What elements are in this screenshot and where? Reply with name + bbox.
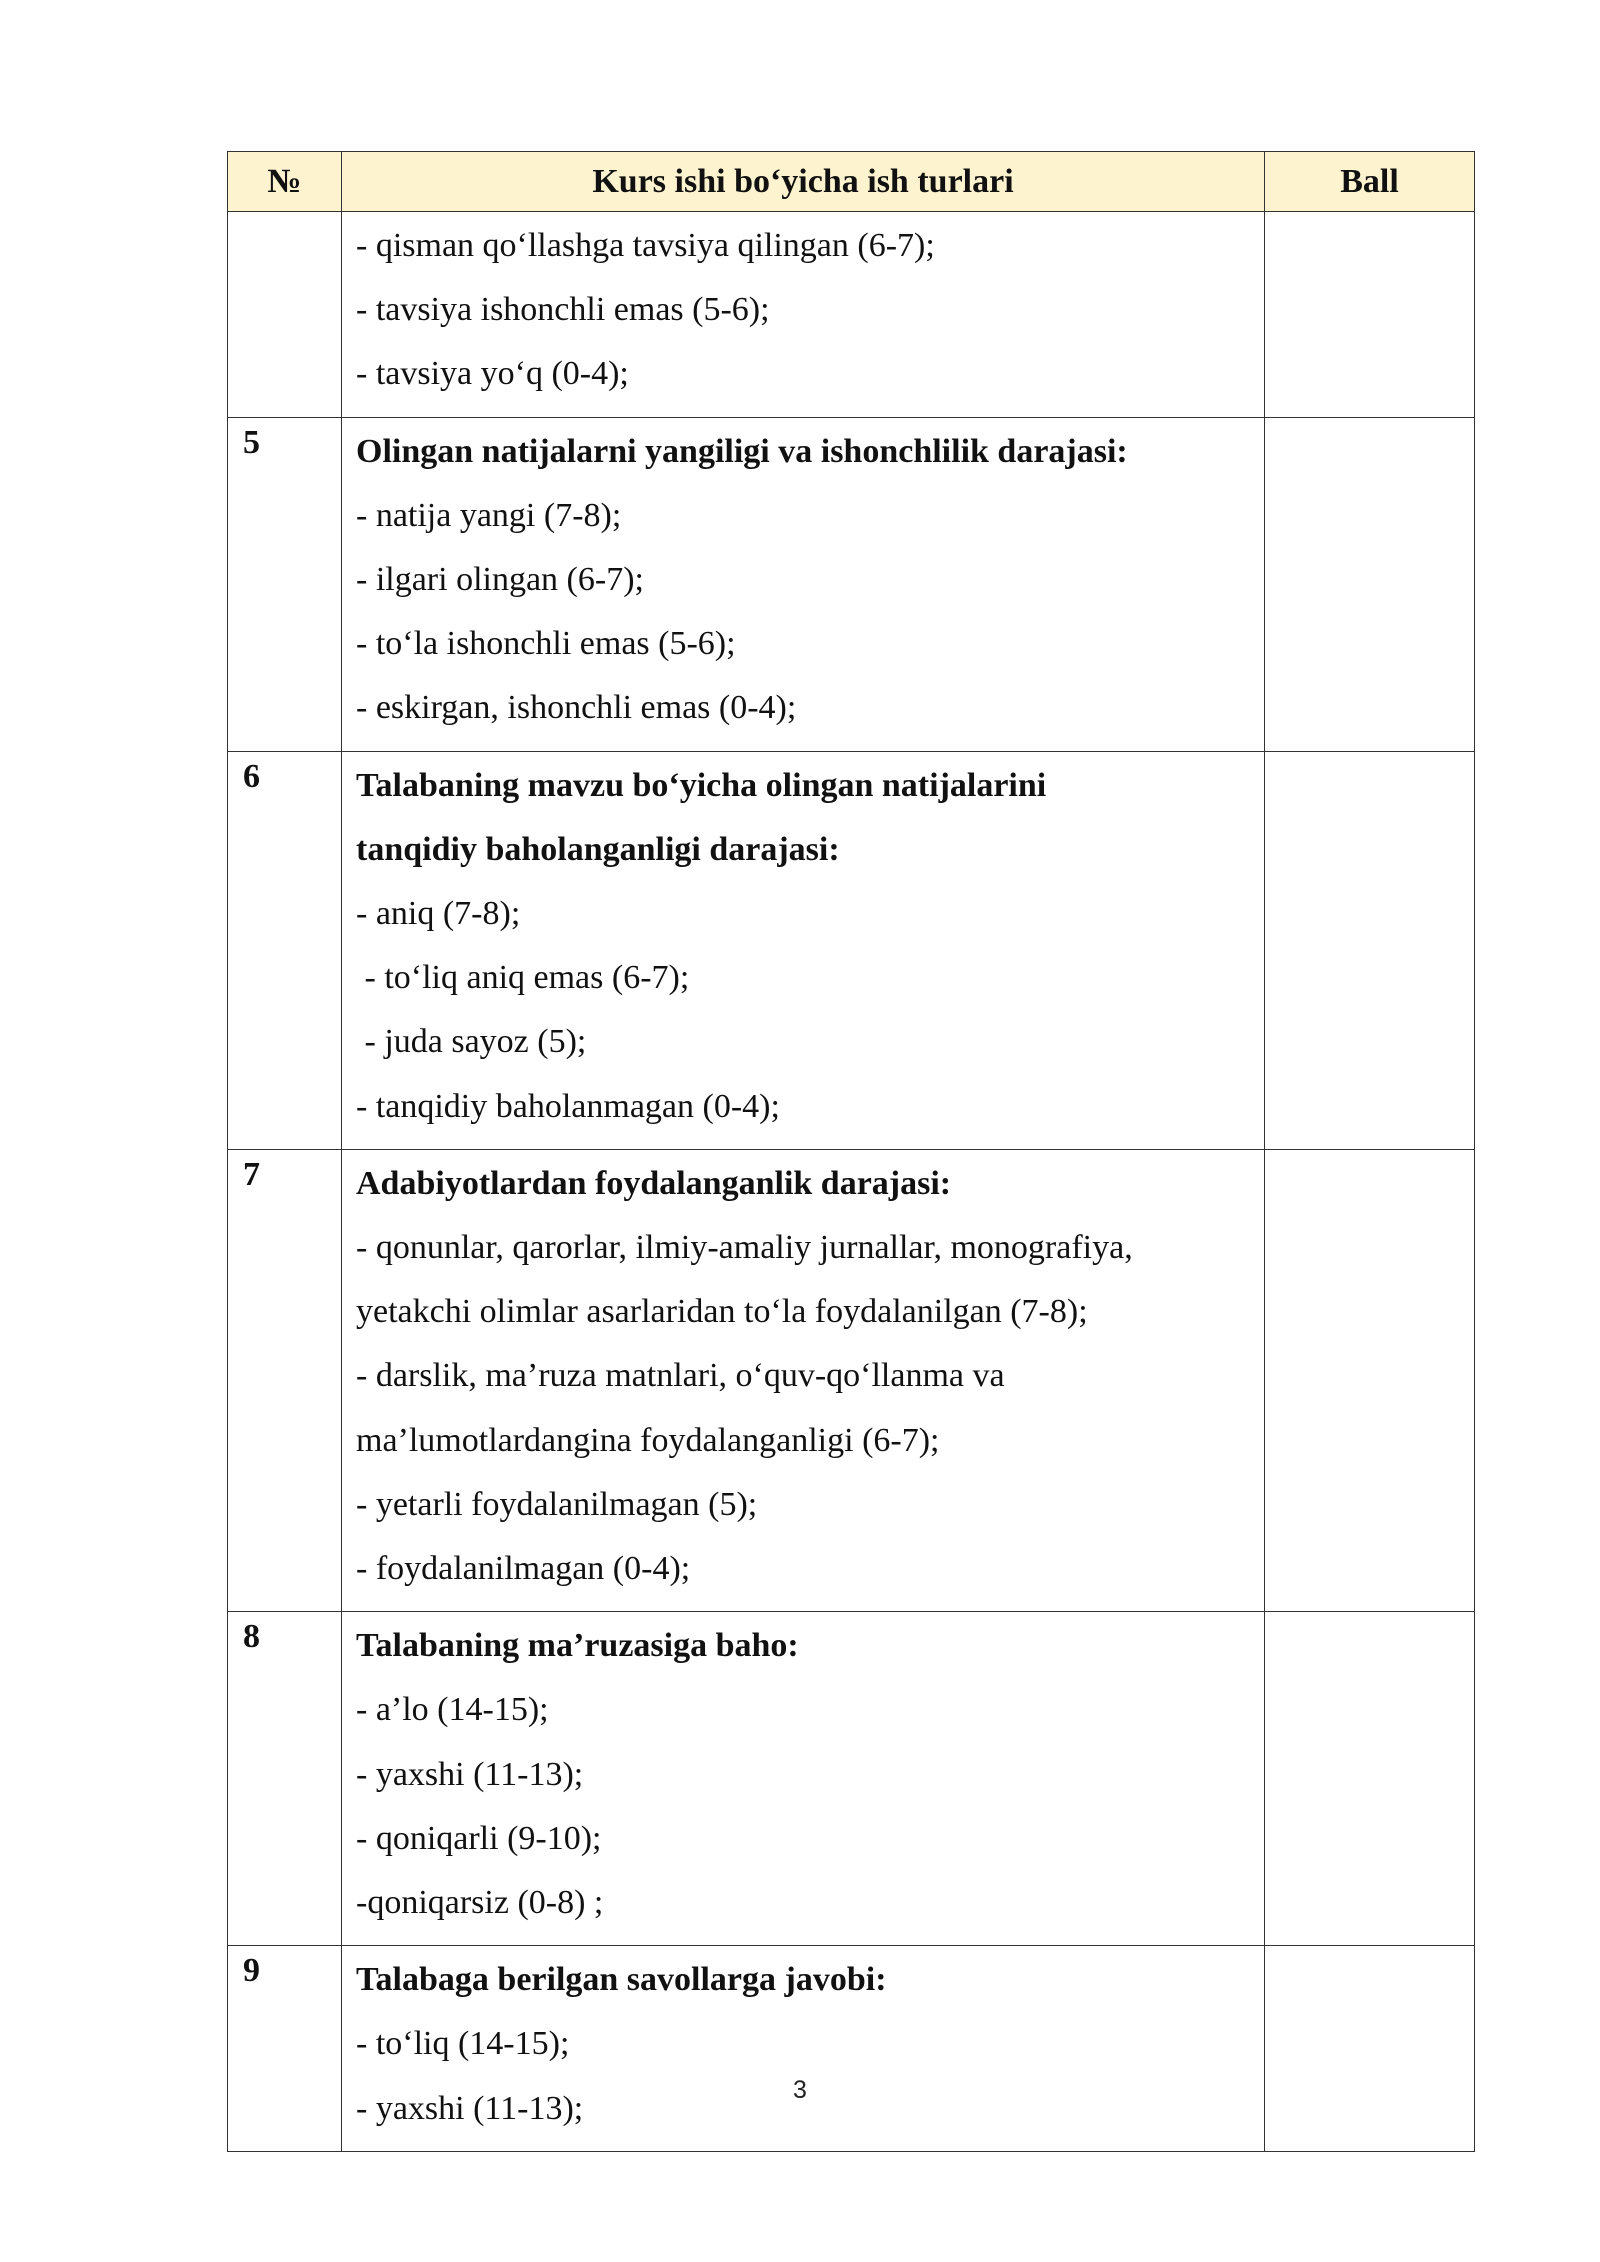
- row-number: 8: [228, 1612, 342, 1946]
- table-header-row: [228, 152, 1475, 212]
- row-description: [342, 212, 1265, 418]
- criteria-option: - a’lo (14-15);: [356, 1691, 549, 1729]
- table-row: [228, 1612, 1475, 1946]
- row-ball-cell[interactable]: [1265, 751, 1475, 1149]
- row-description: [342, 751, 1265, 1149]
- criteria-option: -qoniqarsiz (0-8) ;: [356, 1884, 604, 1922]
- row-number: 5: [228, 417, 342, 751]
- criteria-option: - darslik, ma’ruza matnlari, o‘quv-qo‘llanma va ma’lumotlardangina foydalanganligi (6-7);: [356, 1357, 1005, 1459]
- row-number: 6: [228, 751, 342, 1149]
- criteria-table: [227, 151, 1475, 2152]
- page-number: 3: [793, 2076, 807, 2104]
- criteria-option: - to‘liq (14-15);: [356, 2025, 570, 2063]
- table-row: [228, 751, 1475, 1149]
- row-description: [342, 1612, 1265, 1946]
- header-number: №: [228, 152, 342, 212]
- criteria-option: - to‘la ishonchli emas (5-6);: [356, 625, 736, 663]
- criteria-option: - ilgari olingan (6-7);: [356, 561, 644, 599]
- row-ball-cell[interactable]: [1265, 1612, 1475, 1946]
- row-ball-cell[interactable]: [1265, 417, 1475, 751]
- criteria-option: - yetarli foydalanilmagan (5);: [356, 1485, 758, 1523]
- criteria-option: - qisman qo‘llashga tavsiya qilingan (6-7);: [356, 227, 935, 264]
- row-description: [342, 1946, 1265, 2152]
- table-row: [228, 212, 1475, 418]
- criteria-option: - yaxshi (11-13);: [356, 2089, 584, 2127]
- row-number: 9: [228, 1946, 342, 2152]
- criteria-option: - eskirgan, ishonchli emas (0-4);: [356, 689, 797, 727]
- criteria-option: - qoniqarli (9-10);: [356, 1819, 602, 1857]
- criteria-title: Olingan natijalarni yangiligi va ishonchlilik darajasi:: [356, 432, 1128, 470]
- criteria-option: - tavsiya yo‘q (0-4);: [356, 355, 629, 393]
- row-ball-cell[interactable]: [1265, 1149, 1475, 1611]
- criteria-option: - to‘liq aniq emas (6-7);: [356, 959, 690, 997]
- row-description: [342, 1149, 1265, 1611]
- criteria-option: - foydalanilmagan (0-4);: [356, 1550, 691, 1588]
- criteria-title: Talabaga berilgan savollarga javobi:: [356, 1961, 887, 1999]
- table-row: [228, 417, 1475, 751]
- criteria-option: - tavsiya ishonchli emas (5-6);: [356, 291, 770, 329]
- criteria-option: - tanqidiy baholanmagan (0-4);: [356, 1087, 780, 1125]
- criteria-title: Adabiyotlardan foydalanganlik darajasi:: [356, 1164, 952, 1202]
- row-ball-cell[interactable]: [1265, 1946, 1475, 2152]
- table-row: [228, 1149, 1475, 1611]
- criteria-title: Talabaning ma’ruzasiga baho:: [356, 1627, 799, 1665]
- header-ball: Ball: [1265, 152, 1475, 212]
- row-description: [342, 417, 1265, 751]
- header-work-types: Kurs ishi bo‘yicha ish turlari: [342, 152, 1265, 212]
- criteria-option: - yaxshi (11-13);: [356, 1755, 584, 1793]
- criteria-title: Talabaning mavzu bo‘yicha olingan natijalarini tanqidiy baholanganligi darajasi:: [356, 766, 1047, 868]
- row-ball-cell[interactable]: [1265, 212, 1475, 418]
- criteria-option: - natija yangi (7-8);: [356, 496, 622, 534]
- row-number: 7: [228, 1149, 342, 1611]
- row-number: [228, 212, 342, 418]
- criteria-option: - qonunlar, qarorlar, ilmiy-amaliy jurnallar, monografiya, yetakchi olimlar asarlaridan to‘la foydalanilgan (7-8);: [356, 1229, 1133, 1331]
- table-row: [228, 1946, 1475, 2152]
- criteria-option: - juda sayoz (5);: [356, 1023, 587, 1061]
- criteria-option: - aniq (7-8);: [356, 895, 521, 933]
